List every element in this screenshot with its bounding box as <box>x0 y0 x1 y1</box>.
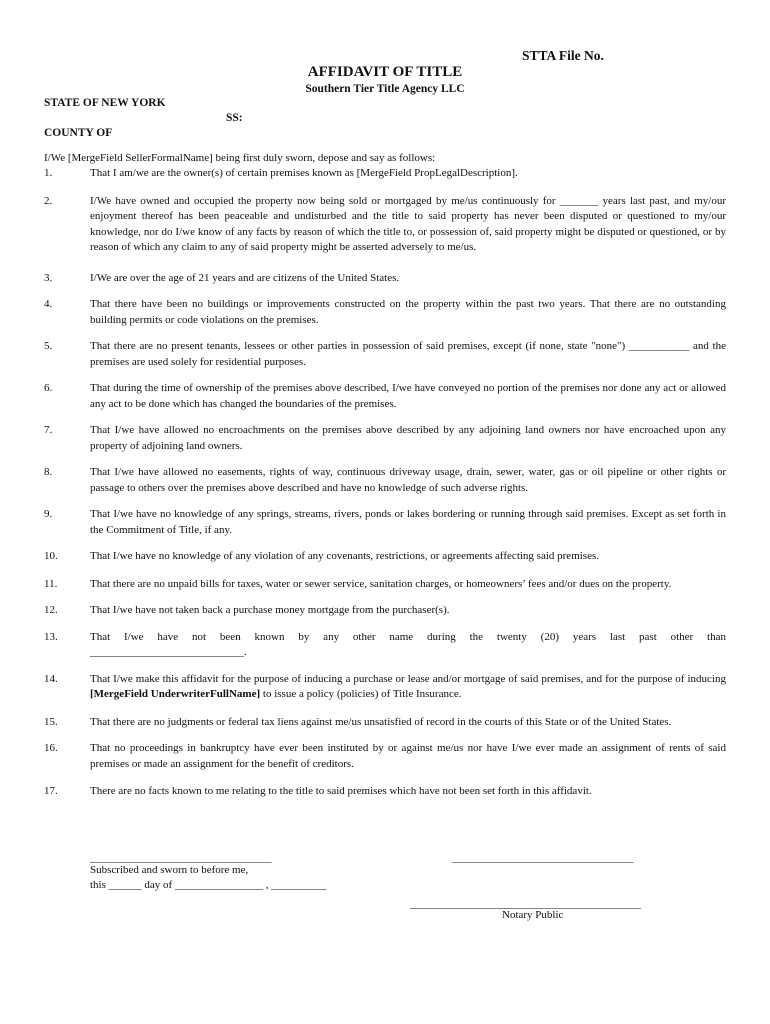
state-label: STATE OF NEW YORK <box>44 97 166 109</box>
item-text-blank: ____________________________. <box>90 646 247 658</box>
item-text-block <box>90 630 726 661</box>
item-9 <box>44 507 726 538</box>
item-4 <box>44 297 726 328</box>
item-number: 11. <box>44 577 58 590</box>
underwriter-merge-field: [MergeField UnderwriterFullName] <box>90 688 261 700</box>
item-number: 4. <box>44 298 53 310</box>
subscribed-sworn-text: Subscribed and sworn to before me, <box>90 864 249 876</box>
item-11 <box>44 577 726 593</box>
item-3 <box>44 271 726 287</box>
file-number-label: STTA File No. <box>522 48 604 63</box>
affiant-signature-line: _________________________________ <box>90 852 272 864</box>
ss-label: SS: <box>226 112 243 124</box>
item-number: 12. <box>44 604 58 616</box>
item-8 <box>44 465 726 496</box>
item-number: 15. <box>44 715 58 728</box>
item-number: 6. <box>44 382 53 394</box>
item-15 <box>44 715 726 731</box>
item-number: 2. <box>44 194 53 207</box>
item-text: That no proceedings in bankruptcy have ever been instituted by or against me/us nor have I/we ever made an assignment of rents of said premises or made an assignment for the benefit of creditors. <box>90 742 726 770</box>
item-text: That I/we have allowed no easements, rights of way, continuous driveway usage, drain, sewer, water, gas or oil pipeline or other rights or passage to others over the premises above described and have no knowledge of such adverse rights. <box>90 466 726 494</box>
item-text: There are no facts known to me relating to the title to said premises which have not been set forth in this affidavit. <box>90 785 592 797</box>
item-text: I/We are over the age of 21 years and are citizens of the United States. <box>90 271 400 284</box>
item-5 <box>44 339 726 370</box>
company-name: Southern Tier Title Agency LLC <box>305 83 465 95</box>
item-2 <box>44 194 726 256</box>
item-text: That I am/we are the owner(s) of certain premises known as [MergeField PropLegalDescription]. <box>90 167 518 179</box>
item-number: 8. <box>44 466 53 478</box>
item-text: That there are no unpaid bills for taxes, water or sewer service, sanitation charges, or homeowners’ fees and/or dues on the property. <box>90 577 672 590</box>
item-number: 7. <box>44 424 53 436</box>
notary-signature-line: __________________________________________ <box>410 898 641 910</box>
item-text: That I/we have not been known by any other name during the twenty (20) years last past other than <box>90 630 726 643</box>
item-text: That there are no judgments or federal tax liens against me/us unsatisfied of record in the courts of this State or of the United States. <box>90 715 672 728</box>
item-10 <box>44 549 726 565</box>
item-text: That I/we have no knowledge of any springs, streams, rivers, ponds or lakes bordering or running through said premises. Except as set forth in the Commitment of Title, if any. <box>90 508 726 536</box>
item-16 <box>44 741 726 772</box>
item-1 <box>44 166 726 182</box>
item-text: That I/we have no knowledge of any violation of any covenants, restrictions, or agreements affecting said premises. <box>90 550 599 562</box>
item-text: That during the time of ownership of the premises above described, I/we have conveyed no portion of the premises nor done any act or allowed any act to be done which has changed the boundaries of the premises. <box>90 382 726 410</box>
item-13 <box>44 630 726 661</box>
item-number: 3. <box>44 271 53 284</box>
item-text-pre: That I/we make this affidavit for the purpose of inducing a purchase or lease and/or mortgage of said premises, and for the purpose of inducing <box>90 672 726 685</box>
item-text: That there are no present tenants, lessees or other parties in possession of said premises, except (if none, state "none") ___________ and the premises are used solely for residential purposes. <box>90 340 726 368</box>
intro-statement: I/We [MergeField SellerFormalName] being first duly sworn, depose and say as follows: <box>44 152 436 164</box>
item-text: That I/we have not taken back a purchase money mortgage from the purchaser(s). <box>90 604 450 616</box>
item-6 <box>44 381 726 412</box>
item-text: I/We have owned and occupied the property now being sold or mortgaged by me/us continuously for _______ years last past, and my/our enjoyment thereof has been peaceable and undisturbed and the title to said property has never been disputed or questioned to my/our knowledge, nor do I/we know of any facts by reason of which the title to, or possession of, said property might be disputed or questioned, or by reason of which any claim to any of said property might be asserted adversely to me/us. <box>90 194 726 253</box>
document-title: AFFIDAVIT OF TITLE <box>307 64 463 80</box>
item-text: That I/we have allowed no encroachments on the premises above described by any adjoining land owners nor have encroached upon any property of adjoining land owners. <box>90 424 726 452</box>
affidavit-items <box>44 166 726 800</box>
item-17 <box>44 784 726 800</box>
item-number: 9. <box>44 508 53 520</box>
second-signature-line: _________________________________ <box>452 852 634 864</box>
item-14 <box>44 672 726 703</box>
item-number: 10. <box>44 550 58 562</box>
item-number: 14. <box>44 672 58 685</box>
item-text-block <box>90 672 726 703</box>
item-number: 16. <box>44 742 58 754</box>
item-number: 5. <box>44 340 53 352</box>
item-text: That there have been no buildings or improvements constructed on the property within the past two years. That there are no outstanding building permits or code violations on the premises. <box>90 298 726 326</box>
item-number: 17. <box>44 785 58 797</box>
item-number: 1. <box>44 167 53 179</box>
item-number: 13. <box>44 630 58 643</box>
item-text-post: to issue a policy (policies) of Title Insurance. <box>260 688 462 700</box>
county-label: COUNTY OF <box>44 127 113 139</box>
item-7 <box>44 423 726 454</box>
date-line: this ______ day of ________________ , __________ <box>90 879 327 891</box>
item-12 <box>44 603 726 619</box>
notary-public-label: Notary Public <box>502 909 564 921</box>
